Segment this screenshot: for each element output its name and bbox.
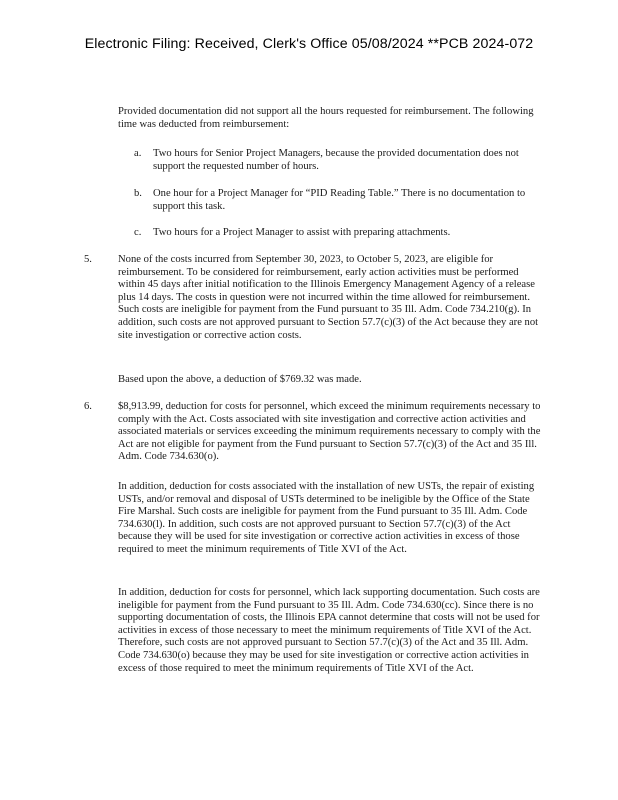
sub-item-a-text: Two hours for Senior Project Managers, because the provided documentation does not support the requested number of hours. bbox=[153, 148, 519, 172]
sub-item-letter-a: a. bbox=[134, 148, 142, 159]
intro-paragraph: Provided documentation did not support all the hours requested for reimbursement. The following time was deducted from reimbursement: bbox=[118, 106, 534, 130]
sub-item-c-text: Two hours for a Project Manager to assist with preparing attachments. bbox=[153, 227, 451, 238]
item-6-number: 6. bbox=[84, 401, 92, 412]
item-5-paragraph-2: Based upon the above, a deduction of $769.32 was made. bbox=[118, 374, 362, 385]
item-6-paragraph-3: In addition, deduction for costs for personnel, which lack supporting documentation. Such costs are ineligible for payment from the Fund pursuant to 35 Ill. Adm. Code 734.630(cc). Since there is no supporting documentation of costs, the Illinois EPA cannot determine that costs will not be used for activities in excess of those necessary to meet the minimum requirements of Title XVI of the Act. Therefore, such costs are not approved pursuant to Section 57.7(c)(3) of the Act and 35 Ill. Adm. Code 734.630(o) because they may be used for site investigation or corrective action activities in excess of those required to meet the minimum requirements of Title XVI of the Act. bbox=[118, 587, 540, 674]
item-5-number: 5. bbox=[84, 254, 92, 265]
sub-item-letter-b: b. bbox=[134, 188, 142, 199]
item-6-paragraph-2: In addition, deduction for costs associated with the installation of new USTs, the repair of existing USTs, and/or removal and disposal of USTs determined to be ineligible by the Office of the State Fire Marshal. Such costs are ineligible for payment from the Fund pursuant to 35 Ill. Adm. Code 734.630(l). In addition, such costs are not approved pursuant to Section 57.7(c)(3) of the Act because they will be used for site investigation or corrective action activities in excess of those required to meet the minimum requirements of Title XVI of the Act. bbox=[118, 481, 535, 555]
item-5-paragraph-1: None of the costs incurred from September 30, 2023, to October 5, 2023, are eligible for reimbursement. To be considered for reimbursement, early action activities must be performed within 45 days after initial notification to the Illinois Emergency Management Agency of a release plus 14 days. The costs in question were not incurred within the time allowed for reimbursement. Such costs are ineligible for payment from the Fund pursuant to 35 Ill. Adm. Code 734.210(g). In addition, such costs are not approved pursuant to Section 57.7(c)(3) of the Act because they are not site investigation or corrective action costs. bbox=[118, 254, 539, 341]
sub-item-b-text: One hour for a Project Manager for “PID Reading Table.” There is no documentation to support this task. bbox=[153, 188, 526, 212]
item-6-paragraph-1: $8,913.99, deduction for costs for personnel, which exceed the minimum requirements necessary to comply with the Act. Costs associated with site investigation and corrective action activities and associated materials or services exceeding the minimum requirements necessary to comply with the Act are not eligible for payment from the Fund pursuant to Section 57.7(c)(3) of the Act and 35 Ill. Adm. Code 734.630(o). bbox=[118, 401, 541, 463]
sub-item-letter-c: c. bbox=[134, 227, 142, 238]
filing-header: Electronic Filing: Received, Clerk's Office 05/08/2024 **PCB 2024-072 bbox=[84, 36, 534, 52]
